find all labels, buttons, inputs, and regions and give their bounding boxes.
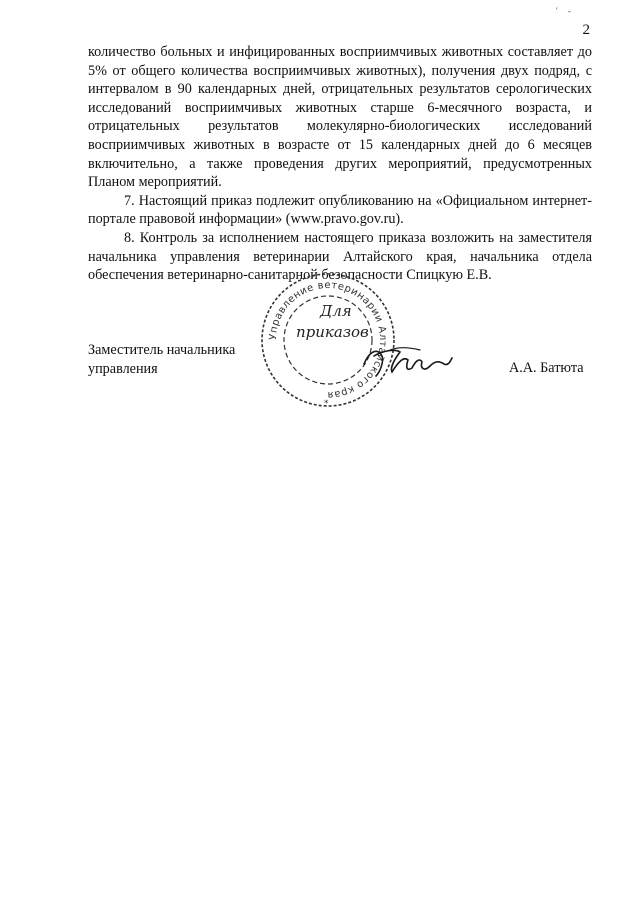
corner-mark: ' - xyxy=(556,6,575,16)
position-line-1: Заместитель начальника xyxy=(88,342,236,358)
svg-text:*: * xyxy=(324,399,329,409)
document-body xyxy=(88,43,592,285)
paragraph-continuation: количество больных и инфицированных восприимчивых животных составляет до 5% от общего количества восприимчивых животных), получения двух подряд, с интервалом в 90 календарных дней, отрицательных результатов серологических исследований восприимчивых животных старше 6-месячного возраста, и отрицательных результатов молекулярно-биологических исследований восприимчивых животных в возрасте от 15 календарных дней до 6 месяцев включительно, а также проведения других мероприятий, предусмотренных Планом мероприятий. xyxy=(88,44,592,191)
stamp-center-line2: приказов xyxy=(296,323,369,341)
official-stamp xyxy=(258,270,398,410)
signatory-name: А.А. Батюта xyxy=(509,360,584,376)
signatory-position xyxy=(88,341,235,378)
paragraph-item-8: 8. Контроль за исполнением настоящего приказа возложить на заместителя начальника управления ветеринарии Алтайского края, начальника отдела обеспечения ветеринарно-санитарной безопасности Спицкую Е.В. xyxy=(88,229,592,284)
svg-text:Управление ветеринарии Алтайск: Управление ветеринарии Алтайского края xyxy=(267,279,389,401)
handwritten-signature xyxy=(360,342,455,382)
page-number: 2 xyxy=(582,22,590,38)
paragraph-item-7: 7. Настоящий приказ подлежит опубликованию на «Официальном интернет-портале правовой информации» (www.pravo.gov.ru). xyxy=(88,192,592,228)
stamp-center-line1: Для xyxy=(320,302,352,320)
position-line-2: управления xyxy=(88,360,158,377)
